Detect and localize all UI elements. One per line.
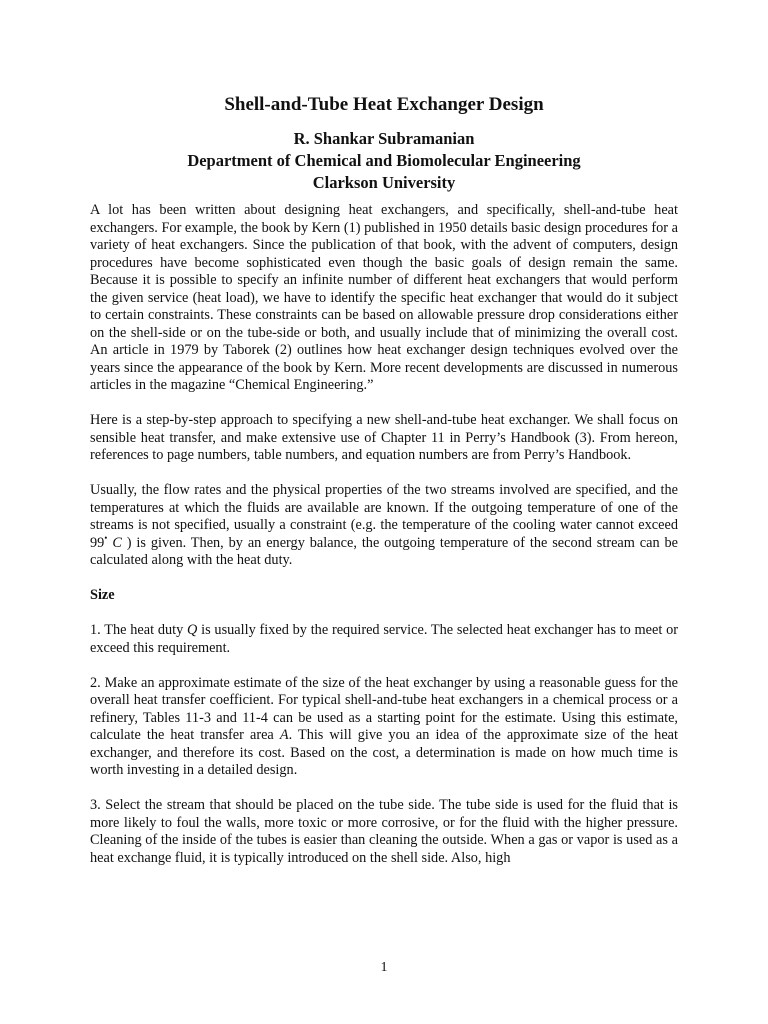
page-number: 1 [380, 960, 388, 975]
intro-paragraph: A lot has been written about designing heat exchangers, and specifically, shell-and-tube heat exchangers. For example, the book by Kern (1) published in 1950 details basic design procedures for a variety of heat exchangers. Since the publication of that book, with the advent of computers, design procedures have become sophisticated even though the basic goals of design remain the same. Because it is possible to specify an infinite number of different heat exchangers that would perform the given service (heat load), we have to identify the specific heat exchanger that would do it subject to certain constraints. These constraints can be based on allowable pressure drop considerations either on the shell-side or on the tube-side or both, and usually include that of minimizing the overall cost. An article in 1979 by Taborek (2) outlines how heat exchanger design techniques evolved over the years since the appearance of the book by Kern. More recent developments are discussed in numerous articles in the magazine “Chemical Engineering.” [90, 202, 678, 393]
size-heading: Size [90, 587, 115, 603]
author-name: R. Shankar Subramanian [293, 129, 475, 148]
area-variable: A [279, 727, 289, 743]
temperature-value: 99 [90, 534, 105, 551]
temperature-unit: C [112, 534, 122, 551]
step-1-paragraph [90, 622, 678, 657]
document-title: Shell-and-Tube Heat Exchanger Design [224, 94, 544, 115]
flow-text-a: Usually, the flow rates and the physical properties of the two streams involved are specified, and the temperatures at which the fluids are available are known. If the outgoing temperature of one of the streams is not specified, usually a constraint (e.g. the temperature of the cooling water cannot exceed [90, 482, 678, 533]
document-body [90, 202, 678, 885]
university-name: Clarkson University [312, 173, 456, 192]
step-3-paragraph: 3. Select the stream that should be placed on the tube side. The tube side is used for the fluid that is more likely to foul the walls, more toxic or more corrosive, or for the fluid with the higher pressure. Cleaning of the inside of the tubes is easier than cleaning the outside. When a gas or vapor is used as a heat exchange fluid, it is typically introduced on the shell side. Also, high [90, 797, 678, 866]
step-2-paragraph [90, 675, 678, 780]
step-2-text-a: 2. Make an approximate estimate of the size of the heat exchanger by using a reasonable guess for the overall heat transfer coefficient. For typical shell-and-tube heat exchangers in a chemical process or a refinery, Tables 11-3 and 11-4 can be used as a starting point for the estimate. Using this estimate, calculate the heat transfer area [90, 674, 678, 743]
degree-symbol: • [104, 532, 108, 543]
approach-paragraph: Here is a step-by-step approach to specifying a new shell-and-tube heat exchanger. We shall focus on sensible heat transfer, and make extensive use of Chapter 11 in Perry’s Handbook (3). From hereon, references to page numbers, table numbers, and equation numbers are from Perry’s Handbook. [90, 412, 678, 463]
flow-paragraph [90, 482, 678, 570]
heat-duty-variable: Q [187, 622, 198, 638]
step-2-text-b: . This will give you an idea of the approximate size of the heat exchanger, and therefore its cost. Based on the cost, a determination is made on how much time is worth investing in a detailed design. [90, 727, 678, 778]
department-name: Department of Chemical and Biomolecular Engineering [187, 151, 581, 170]
flow-text-b: ) is given. Then, by an energy balance, the outgoing temperature of the second stream can be calculated along with the heat duty. [90, 534, 678, 568]
step-1-text-a: 1. The heat duty [90, 622, 188, 638]
step-1-text-b: is usually fixed by the required service. The selected heat exchanger has to meet or exceed this requirement. [90, 622, 679, 656]
